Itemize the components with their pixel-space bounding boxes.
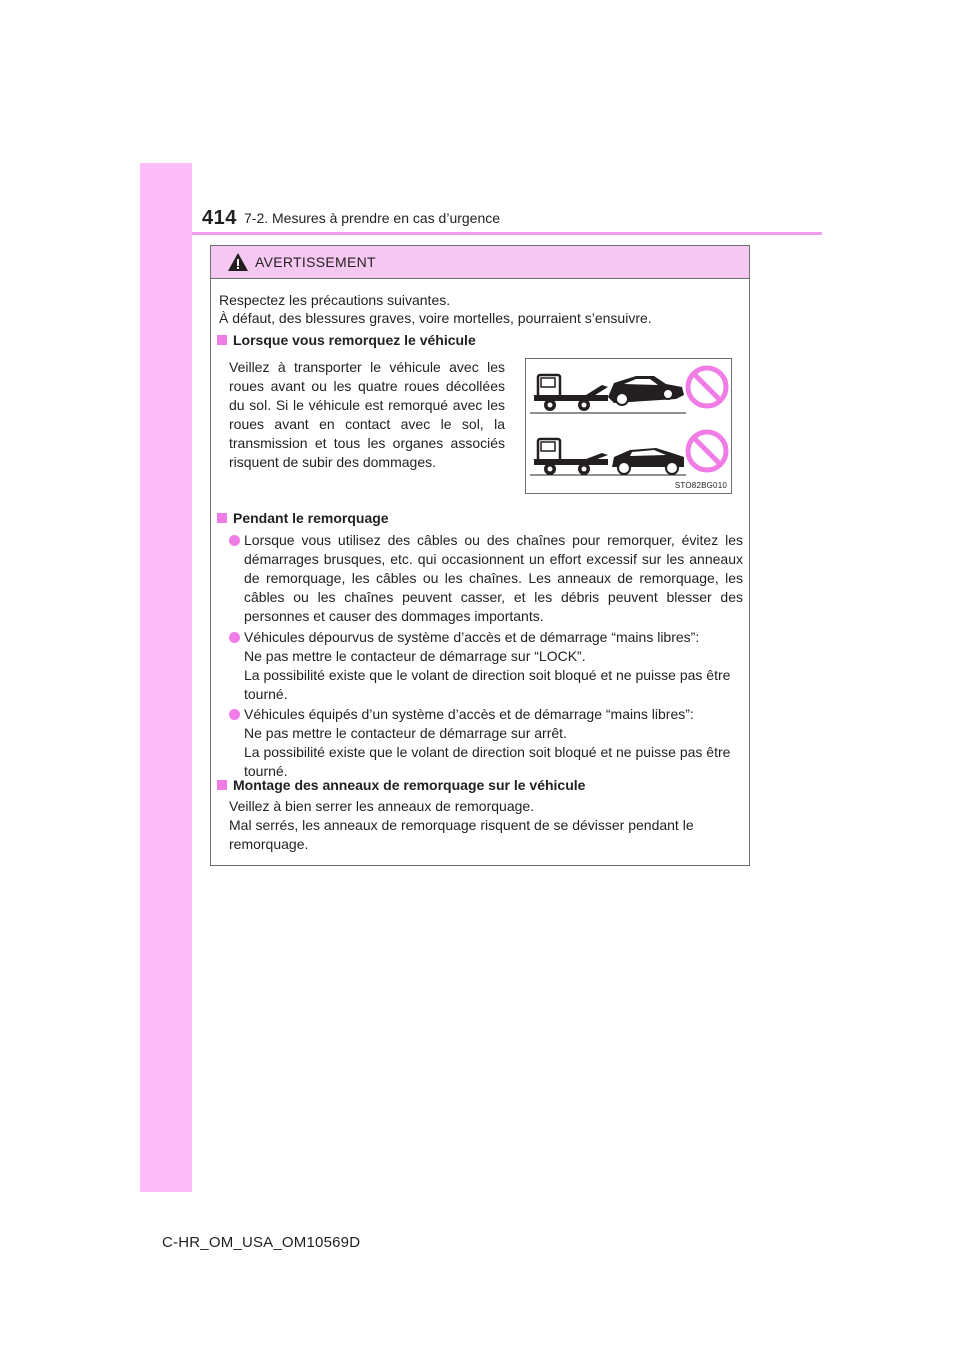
intro-line: À défaut, des blessures graves, voire mortelles, pourraient s’ensuivre. <box>219 310 652 326</box>
towing-illustration <box>525 358 732 494</box>
warning-title: AVERTISSEMENT <box>255 254 376 270</box>
round-bullet-icon <box>229 535 240 546</box>
warning-header <box>211 246 749 279</box>
list-item <box>229 628 743 704</box>
document-code: C-HR_OM_USA_OM10569D <box>162 1234 361 1251</box>
bullet-line: Véhicules équipés d’un système d’accès et de démarrage “mains libres”: <box>244 706 694 722</box>
bullet-line: La possibilité existe que le volant de direction soit bloqué et ne puisse pas être tourné. <box>244 667 731 702</box>
round-bullet-icon <box>229 709 240 720</box>
tow-truck-bottom <box>534 439 608 475</box>
warning-triangle-icon <box>227 252 249 272</box>
prohibited-icon <box>688 432 726 470</box>
towing-text: Veillez à transporter le véhicule avec les roues avant ou les quatre roues décollées du sol. Si le véhicule est remorqué avec les roues avant en contact avec le sol, la transmission et tous les organes associés risquent de subir des dommages. <box>229 359 505 470</box>
square-bullet-icon <box>217 513 227 523</box>
tow-eyelet-text <box>229 797 743 854</box>
prohibited-icon <box>688 368 726 406</box>
intro-line: Respectez les précautions suivantes. <box>219 292 451 308</box>
heading-text: Pendant le remorquage <box>233 510 389 526</box>
bullet-line: Ne pas mettre le contacteur de démarrage sur arrêt. <box>244 725 567 741</box>
towed-car-bottom <box>612 448 684 474</box>
heading-text: Montage des anneaux de remorquage sur le véhicule <box>233 777 586 793</box>
figure-code: STO82BG010 <box>674 481 727 490</box>
tow-truck-diagram <box>526 359 731 493</box>
towed-car-top <box>608 376 684 405</box>
section-title: 7-2. Mesures à prendre en cas d’urgence <box>244 210 501 226</box>
chapter-side-band <box>140 163 192 1192</box>
bullet-line: La possibilité existe que le volant de direction soit bloqué et ne puisse pas être tourné. <box>244 744 731 779</box>
round-bullet-icon <box>229 632 240 643</box>
header-rule <box>192 232 822 235</box>
bullet-text <box>244 628 743 704</box>
list-item <box>229 531 743 626</box>
square-bullet-icon <box>217 780 227 790</box>
tow-truck-top <box>534 375 608 411</box>
heading-towing <box>217 331 476 349</box>
warning-box <box>210 245 750 866</box>
heading-during-towing <box>217 509 389 527</box>
bullet-text <box>244 705 743 781</box>
bullet-line: Véhicules dépourvus de système d’accès et de démarrage “mains libres”: <box>244 629 700 645</box>
heading-text: Lorsque vous remorquez le véhicule <box>233 332 476 348</box>
bullet-line: Ne pas mettre le contacteur de démarrage sur “LOCK”. <box>244 648 586 664</box>
bullet-text: Lorsque vous utilisez des câbles ou des chaînes pour remorquer, évitez les démarrages brusques, etc. qui occasionnent un effort excessif sur les anneaux de remorquage, les câbles ou les chaînes. Les anneaux de remorquage, les câbles ou les chaînes peuvent casser, et les débris peuvent blesser des personnes et causer des dommages importants. <box>244 532 743 624</box>
text-line: Veillez à bien serrer les anneaux de remorquage. <box>229 798 535 814</box>
page-number: 414 <box>202 207 237 229</box>
heading-tow-eyelet <box>217 776 585 794</box>
square-bullet-icon <box>217 335 227 345</box>
warning-intro <box>219 291 739 327</box>
text-line: Mal serrés, les anneaux de remorquage risquent de se dévisser pendant le remorquage. <box>229 817 694 852</box>
list-item <box>229 705 743 781</box>
